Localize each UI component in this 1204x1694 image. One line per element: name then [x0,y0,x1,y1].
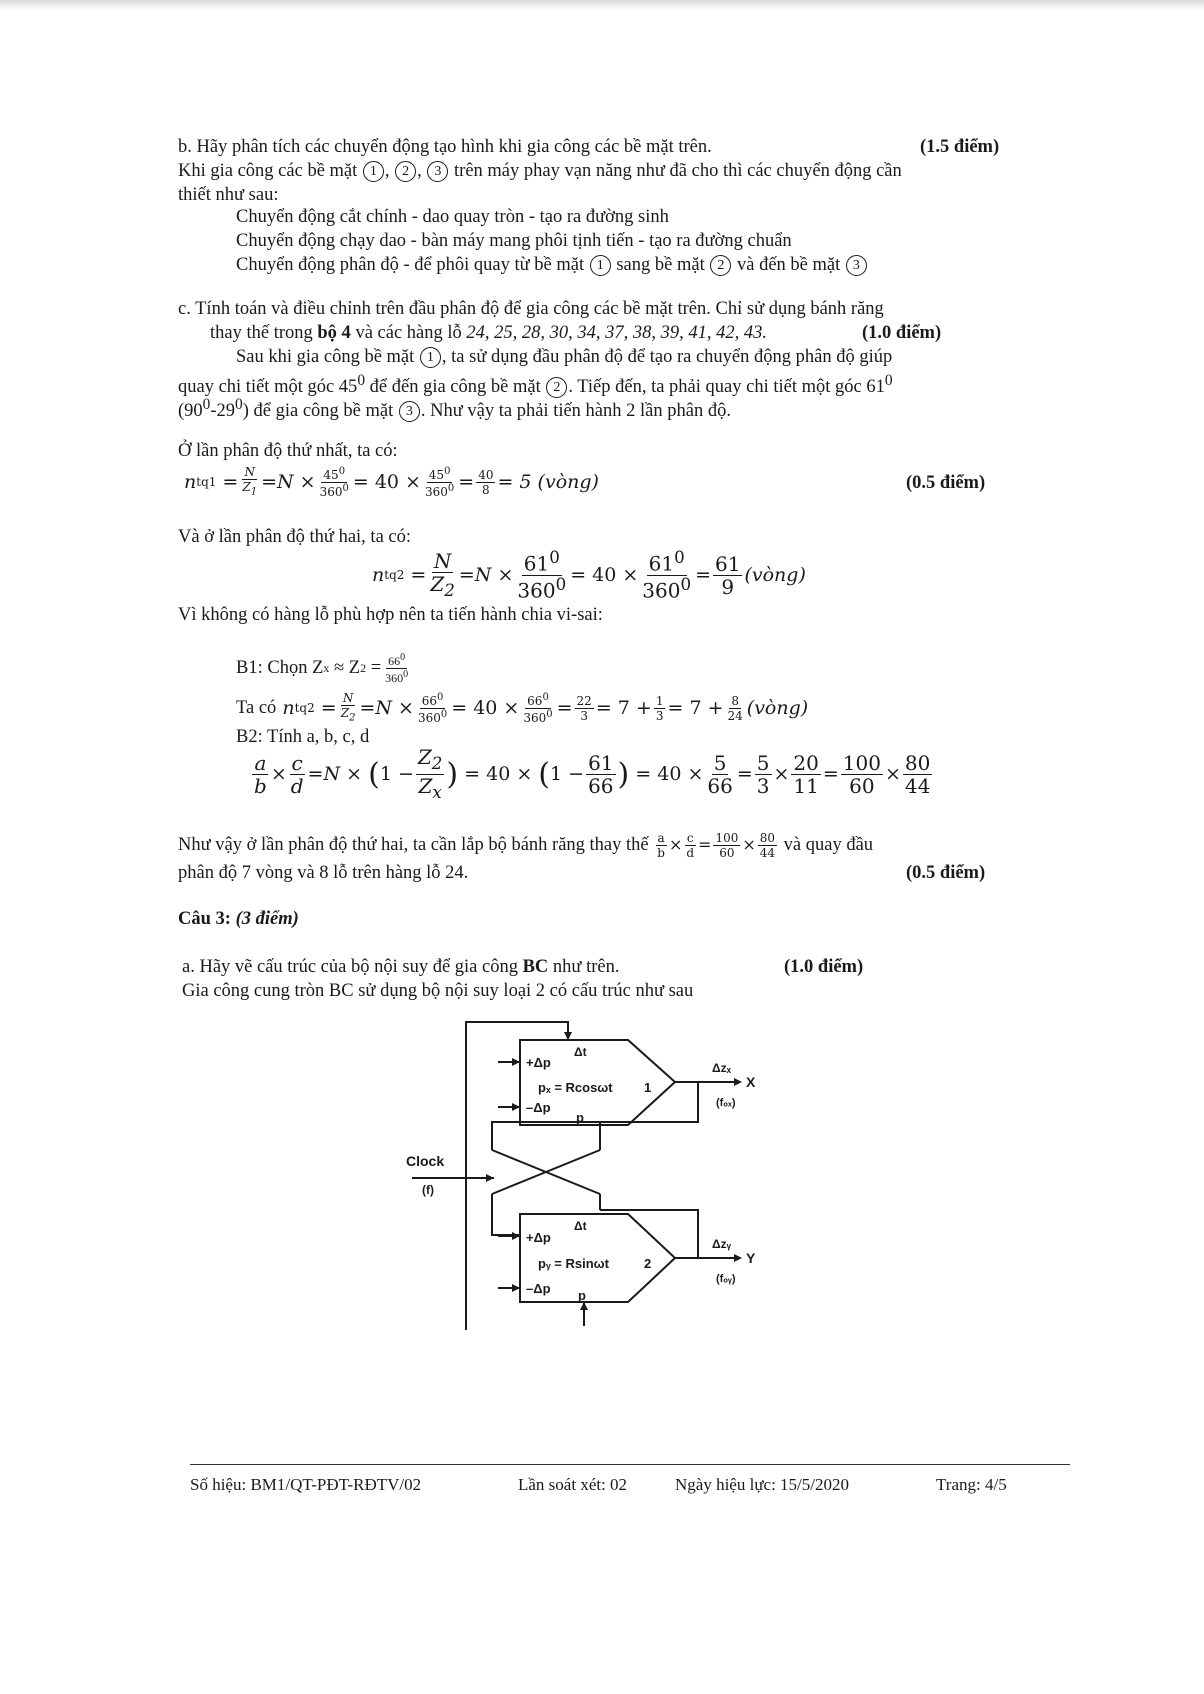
footer-code: Số hiệu: BM1/QT-PĐT-RĐTV/02 [190,1475,422,1494]
part-c-para3: $(90^0-29^0)$ để gia công bề mặt 3 . Như vậy ta phải tiến hành 2 lần phân độ. [178,396,731,422]
px-equation: pₓ = Rcosωt [538,1080,613,1095]
clock-label: Clock [406,1153,445,1169]
circled-3: 3 [427,161,448,182]
plus-dp-1: +Δp [526,1055,551,1070]
py-equation: pᵧ = Rsinωt [538,1256,609,1271]
footer-effective-date: Ngày hiệu lực: 15/5/2020 [675,1475,849,1494]
question3-title: Câu 3: (3 điểm) [178,909,299,929]
circled-1: 1 [363,161,384,182]
minus-dp-2: –Δp [526,1281,551,1296]
part-b-heading: b. Hãy phân tích các chuyển động tạo hình khi gia công các bề mặt trên. [178,137,712,157]
dzx-label: Δzₓ [712,1061,732,1075]
step-b2: B2: Tính a, b, c, d [236,727,370,747]
block-1-number: 1 [644,1080,652,1095]
p-2: p [578,1288,586,1303]
part-c-para1: Sau khi gia công bề mặt 1 , ta sử dụng đầu phân độ để tạo ra chuyển động phân độ giúp [236,347,893,367]
part-b-score: (1.5 điểm) [920,137,1000,157]
division1-score: (0.5 điểm) [906,473,986,493]
p-1: p [576,1110,584,1125]
part-c-para2: quay chi tiết một góc $45^0$ để đến gia công bề mặt 2 . Tiếp đến, ta phải quay chi tiết một góc $61^0$ [178,372,893,398]
fox-label: (fₒₓ) [716,1097,736,1109]
footer-revision: Lần soát xét: 02 [518,1475,628,1494]
division1-formula: n tq1 = $\frac{N}{Z_1}$ = N × $\frac{45^0}{360^0}$ = 40 × $\frac{45^0}{360^0}$ = $\frac{40}{8}$ = 5 (vòng) [184,465,599,499]
interpolator-diagram [390,1010,810,1330]
part-b-intro-line2: thiết như sau: [178,185,279,205]
conclusion-score: (0.5 điểm) [906,863,986,883]
motion-feed: Chuyển động chạy dao - bàn máy mang phôi tịnh tiến - tạo ra đường chuẩn [236,231,792,251]
foy-label: (fₒᵧ) [716,1273,736,1285]
question3-desc: Gia công cung tròn BC sử dụng bộ nội suy loại 2 có cấu trúc như sau [182,981,694,1001]
footer-page: Trang: 4/5 [936,1475,1007,1494]
circled-2: 2 [395,161,416,182]
question3-part-a: a. Hãy vẽ cấu trúc của bộ nội suy để gia công BC như trên. [182,957,620,977]
step-b2-formula: $\frac{a}{b}$ × $\frac{c}{d}$ = N × ( 1 − $\frac{Z_2}{Z_x}$ ) = 40 × ( 1 − $\frac{61}{66}$ ) = 40 × $\frac{5}{66}$ = $\frac{5}{3}$ × $\frac{20}{11}$ = $\frac{100}{60}$ × $\frac{80}{44}$ [254,744,931,802]
step-taco: Ta có n tq2 = $\frac{N}{Z_2}$ = N × $\frac{66^0}{360^0}$ = 40 × $\frac{66^0}{360^0}$ = $\frac{22}{3}$ = 7 + $\frac{1}{3}$ = 7 + $\frac{8}{24}$ (vòng) [236,691,809,725]
motion-cutting: Chuyển động cắt chính - dao quay tròn - tạo ra đường sinh [236,207,669,227]
clock-f-label: (f) [422,1183,434,1197]
part-c-heading: c. Tính toán và điều chỉnh trên đầu phân độ để gia công các bề mặt trên. Chỉ sử dụng bánh răng [178,299,884,319]
division2-formula: n tq2 = $\frac{N}{Z_2}$ = N × $\frac{61^0}{360^0}$ = 40 × $\frac{61^0}{360^0}$ = $\frac{61}{9}$ (vòng) [372,547,806,603]
division2-intro: Và ở lần phân độ thứ hai, ta có: [178,527,412,547]
block-2-number: 2 [644,1256,652,1271]
division2-note: Vì không có hàng lỗ phù hợp nên ta tiến hành chia vi-sai: [178,605,603,625]
plus-dp-2: +Δp [526,1230,551,1245]
division1-intro: Ở lần phân độ thứ nhất, ta có: [178,441,398,461]
part-c-heading-line2: thay thế trong bộ 4 và các hàng lỗ 24, 25, 28, 30, 34, 37, 38, 39, 41, 42, 43. [210,323,768,343]
conclusion-line2: phân độ 7 vòng và 8 lỗ trên hàng lỗ 24. [178,863,469,883]
part-b-intro: Khi gia công các bề mặt 1 , 2 , 3 trên máy phay vạn năng như đã cho thì các chuyển động cần [178,161,902,181]
step-b1: B1: Chọn Z x ≈ Z 2 = $\frac{66^0}{360^0}$ [236,651,409,685]
minus-dp-1: –Δp [526,1100,551,1115]
question3-part-a-score: (1.0 điểm) [784,957,864,977]
part-c-score: (1.0 điểm) [862,323,942,343]
output-x: X [746,1074,756,1090]
dt-1: Δt [574,1045,587,1059]
scan-top-edge [0,0,1204,10]
dt-2: Δt [574,1219,587,1233]
output-y: Y [746,1250,756,1266]
dzy-label: Δzᵧ [712,1237,731,1251]
conclusion-line1: Như vậy ở lần phân độ thứ hai, ta cần lắp bộ bánh răng thay thế $\frac{a}{b}$ × $\frac{c}{d}$ = $\frac{100}{60}$ × $\frac{80}{44}$ và quay đầu [178,830,874,860]
footer-divider [190,1464,1070,1465]
motion-indexing: Chuyển động phân độ - để phôi quay từ bề mặt 1 sang bề mặt 2 và đến bề mặt 3 [236,252,868,278]
